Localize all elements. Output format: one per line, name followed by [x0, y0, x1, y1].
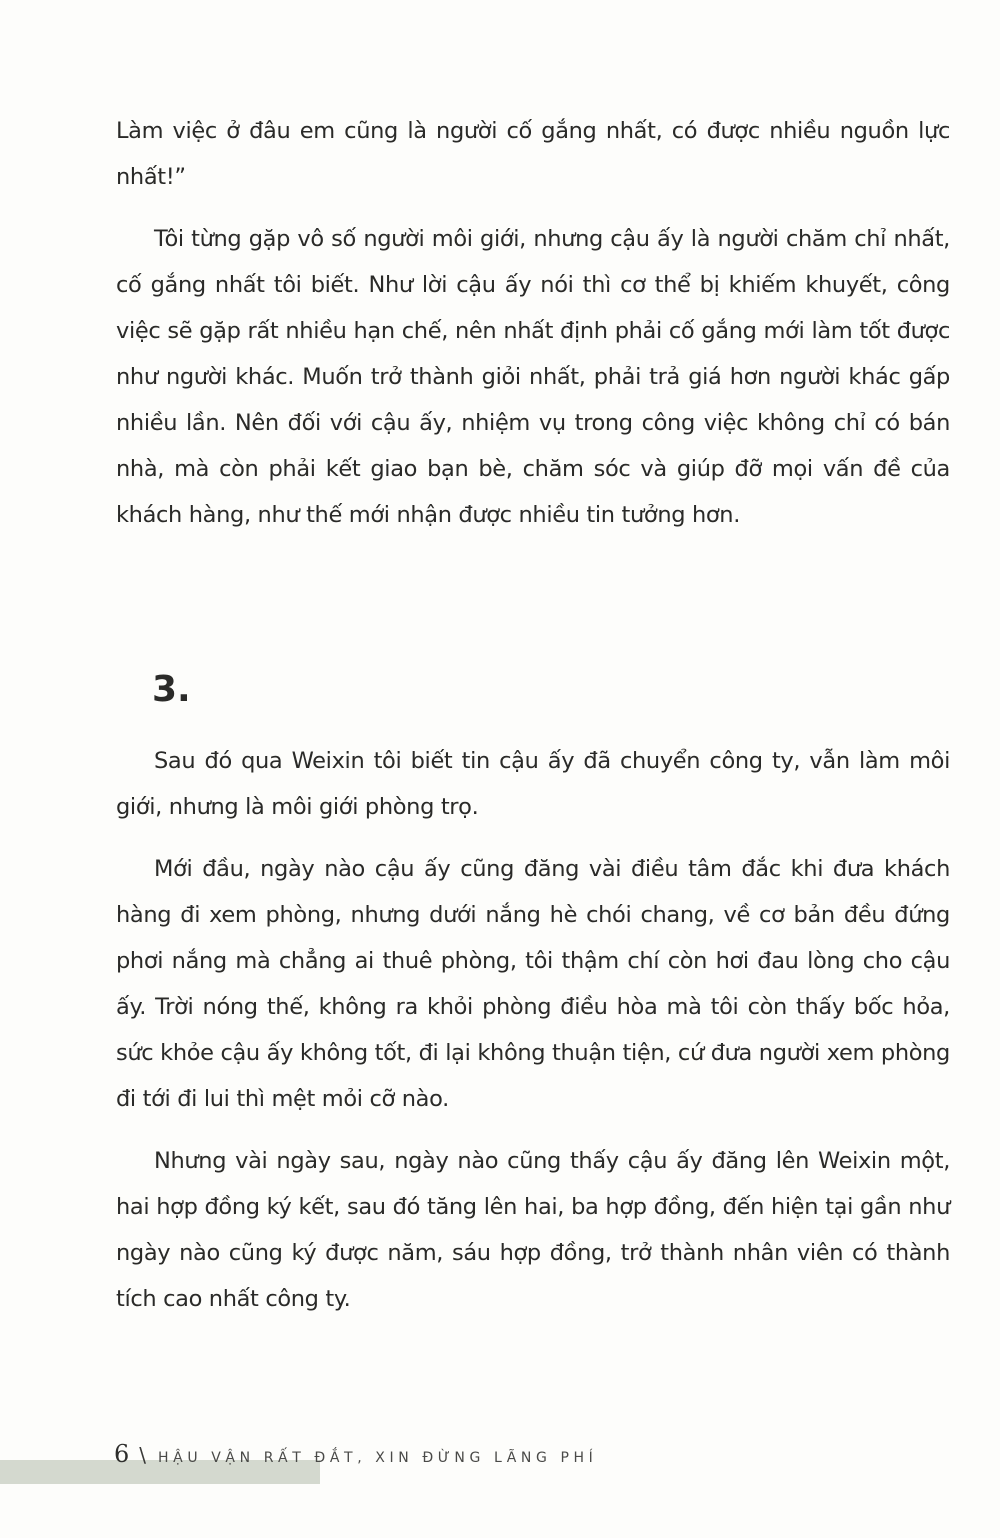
- footer-separator: \: [139, 1443, 147, 1467]
- running-title: HẬU VẬN RẤT ĐẮT, XIN ĐỪNG LÃNG PHÍ: [158, 1450, 598, 1466]
- page-footer: [114, 1440, 597, 1480]
- paragraph-changed-company: Sau đó qua Weixin tôi biết tin cậu ấy đã chuyển công ty, vẫn làm môi giới, nhưng là môi giới phòng trọ.: [116, 748, 950, 820]
- page-number: 6: [114, 1440, 130, 1468]
- paragraph-summer-heat: Mới đầu, ngày nào cậu ấy cũng đăng vài điều tâm đắc khi đưa khách hàng đi xem phòng, nhưng dưới nắng hè chói chang, về cơ bản đều đứng phơi nắng mà chẳng ai thuê phòng, tôi thậm chí còn hơi đau lòng cho cậu ấy. Trời nóng thế, không ra khỏi phòng điều hòa mà tôi còn thấy bốc hỏa, sức khỏe cậu ấy không tốt, đi lại không thuận tiện, cứ đưa người xem phòng đi tới đi lui thì mệt mỏi cỡ nào.: [116, 856, 950, 1112]
- paragraph-hardworking-broker: Tôi từng gặp vô số người môi giới, nhưng cậu ấy là người chăm chỉ nhất, cố gắng nhất tôi biết. Như lời cậu ấy nói thì cơ thể bị khiếm khuyết, công việc sẽ gặp rất nhiều hạn chế, nên nhất định phải cố gắng mới làm tốt được như người khác. Muốn trở thành giỏi nhất, phải trả giá hơn người khác gấp nhiều lần. Nên đối với cậu ấy, nhiệm vụ trong công việc không chỉ có bán nhà, mà còn phải kết giao bạn bè, chăm sóc và giúp đỡ mọi vấn đề của khách hàng, như thế mới nhận được nhiều tin tưởng hơn.: [116, 226, 950, 528]
- paragraph-quote-ending: Làm việc ở đâu em cũng là người cố gắng nhất, có được nhiều nguồn lực nhất!”: [116, 118, 950, 190]
- section-heading: 3.: [152, 669, 191, 710]
- paragraph-top-performer: Nhưng vài ngày sau, ngày nào cũng thấy cậu ấy đăng lên Weixin một, hai hợp đồng ký kết, sau đó tăng lên hai, ba hợp đồng, đến hiện tại gần như ngày nào cũng ký được năm, sáu hợp đồng, trở thành nhân viên có thành tích cao nhất công ty.: [116, 1148, 950, 1312]
